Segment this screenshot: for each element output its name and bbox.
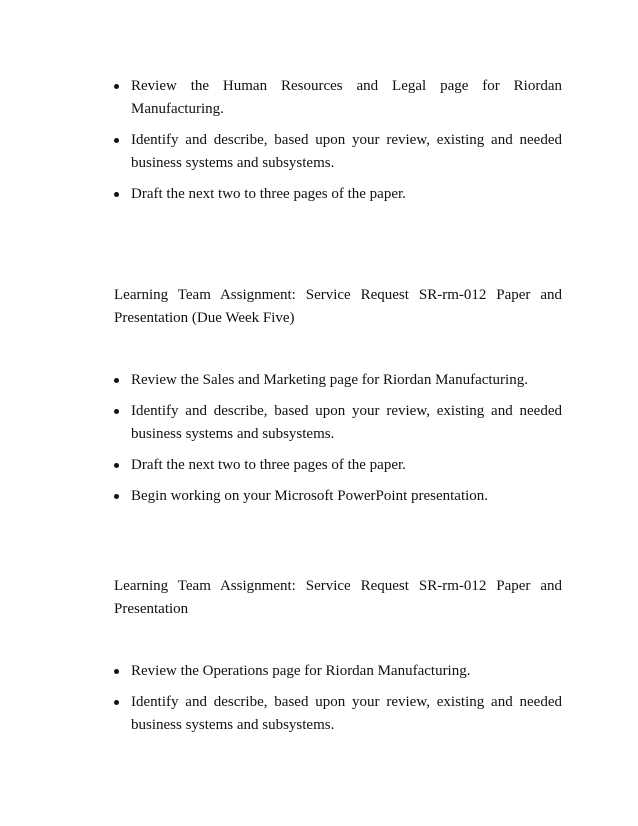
list-item <box>114 660 562 683</box>
list-item-text: Review the Human Resources and Legal page for Riordan Manufacturing. <box>131 78 562 117</box>
bullet-list <box>114 75 562 206</box>
list-item-text: Review the Operations page for Riordan Manufacturing. <box>131 663 471 679</box>
list-item-text: Identify and describe, based upon your review, existing and needed business systems and subsystems. <box>131 694 562 733</box>
bullet-icon <box>114 409 119 414</box>
bullet-icon <box>114 84 119 89</box>
bullet-icon <box>114 669 119 674</box>
list-item <box>114 183 562 206</box>
list-item <box>114 400 562 446</box>
bullet-list <box>114 369 562 508</box>
list-item-text: Identify and describe, based upon your review, existing and needed business systems and subsystems. <box>131 403 562 442</box>
bullet-icon <box>114 463 119 468</box>
list-item-text: Identify and describe, based upon your review, existing and needed business systems and subsystems. <box>131 132 562 171</box>
list-item <box>114 485 562 508</box>
list-item-text: Review the Sales and Marketing page for Riordan Manufacturing. <box>131 372 528 388</box>
section-2-heading-block <box>114 284 562 330</box>
list-item <box>114 75 562 121</box>
bullet-icon <box>114 494 119 499</box>
section-3-heading-block <box>114 575 562 621</box>
section-heading: Learning Team Assignment: Service Request SR-rm-012 Paper and Presentation (Due Week Five) <box>114 287 562 326</box>
bullet-list-section-1 <box>114 75 562 214</box>
list-item <box>114 691 562 737</box>
bullet-list-section-3 <box>114 660 562 745</box>
bullet-list-section-2 <box>114 369 562 516</box>
list-item-text: Begin working on your Microsoft PowerPoint presentation. <box>131 488 489 504</box>
section-heading: Learning Team Assignment: Service Request SR-rm-012 Paper and Presentation <box>114 578 562 617</box>
bullet-icon <box>114 378 119 383</box>
bullet-icon <box>114 192 119 197</box>
bullet-icon <box>114 700 119 705</box>
list-item <box>114 129 562 175</box>
list-item <box>114 369 562 392</box>
list-item <box>114 454 562 477</box>
bullet-icon <box>114 138 119 143</box>
list-item-text: Draft the next two to three pages of the paper. <box>131 457 406 473</box>
list-item-text: Draft the next two to three pages of the paper. <box>131 186 406 202</box>
bullet-list <box>114 660 562 737</box>
